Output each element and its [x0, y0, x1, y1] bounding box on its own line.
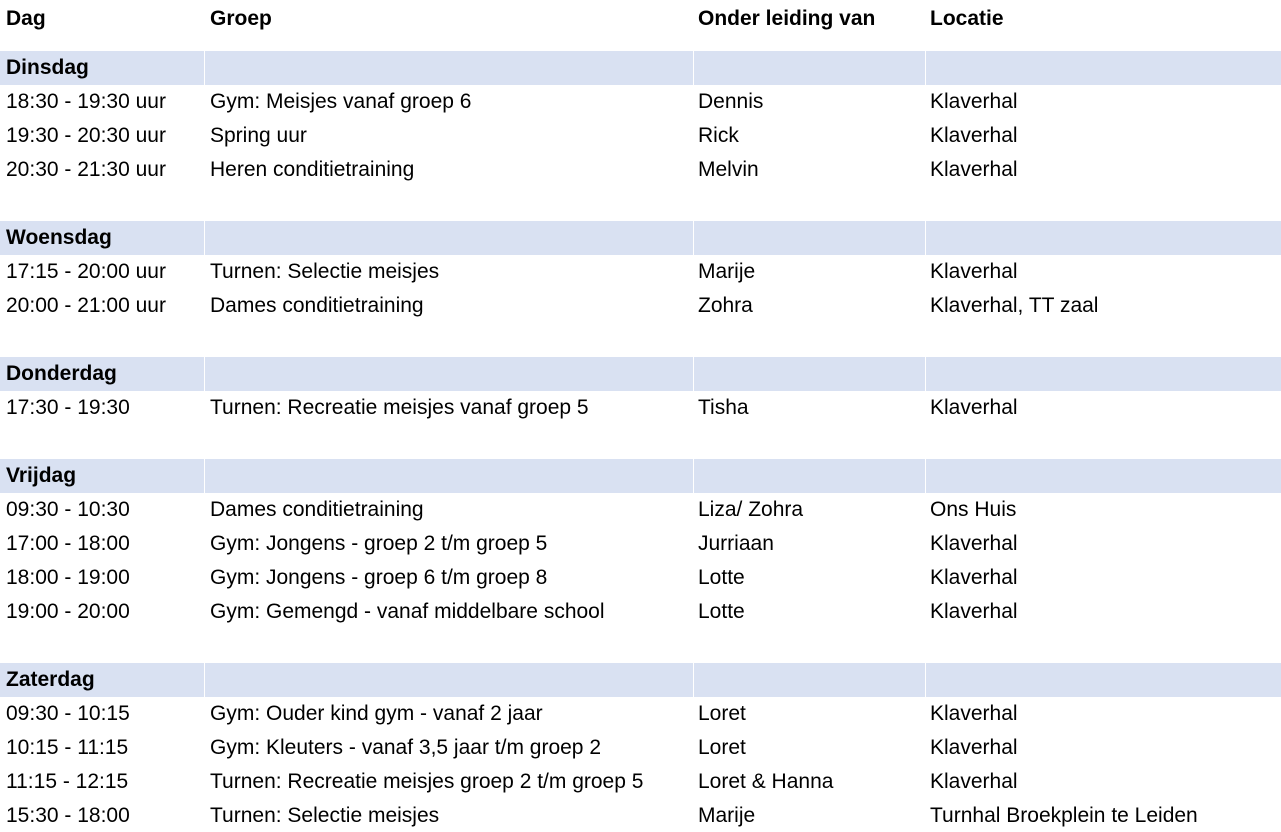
table-row [0, 85, 1281, 119]
table-row [0, 731, 1281, 765]
cell-leader: Dennis [698, 90, 764, 113]
header-groep: Groep [210, 7, 272, 30]
cell-time: 18:30 - 19:30 uur [6, 90, 166, 113]
cell-time: 18:00 - 19:00 [6, 566, 130, 589]
cell-location: Klaverhal [930, 566, 1018, 589]
cell-location: Klaverhal [930, 158, 1018, 181]
cell-leader: Liza/ Zohra [698, 498, 804, 521]
header-row [0, 2, 1281, 36]
cell-location: Turnhal Broekplein te Leiden [930, 804, 1198, 827]
cell-time: 15:30 - 18:00 [6, 804, 130, 827]
cell-leader: Loret [698, 702, 746, 725]
table-row [0, 493, 1281, 527]
cell-time: 20:30 - 21:30 uur [6, 158, 166, 181]
column-separator [204, 357, 205, 391]
cell-leader: Tisha [698, 396, 749, 419]
column-separator [925, 663, 926, 697]
column-separator [204, 51, 205, 85]
column-separator [204, 459, 205, 493]
cell-group: Gym: Ouder kind gym - vanaf 2 jaar [210, 702, 543, 725]
day-label: Dinsdag [6, 56, 89, 79]
cell-location: Klaverhal [930, 124, 1018, 147]
day-header-zaterdag [0, 663, 1281, 697]
day-label: Donderdag [6, 362, 117, 385]
table-row [0, 595, 1281, 629]
day-label: Vrijdag [6, 464, 77, 487]
table-row [0, 391, 1281, 425]
cell-location: Klaverhal [930, 770, 1018, 793]
column-separator [693, 459, 694, 493]
cell-leader: Lotte [698, 600, 745, 623]
cell-group: Gym: Jongens - groep 2 t/m groep 5 [210, 532, 548, 555]
table-row [0, 561, 1281, 595]
cell-group: Gym: Meisjes vanaf groep 6 [210, 90, 472, 113]
cell-leader: Loret [698, 736, 746, 759]
cell-leader: Melvin [698, 158, 759, 181]
cell-time: 17:15 - 20:00 uur [6, 260, 166, 283]
cell-time: 09:30 - 10:15 [6, 702, 130, 725]
table-row [0, 153, 1281, 187]
cell-leader: Rick [698, 124, 739, 147]
cell-location: Klaverhal [930, 260, 1018, 283]
cell-location: Klaverhal, TT zaal [930, 294, 1099, 317]
cell-location: Klaverhal [930, 600, 1018, 623]
table-row [0, 765, 1281, 799]
column-separator [925, 51, 926, 85]
header-dag: Dag [6, 7, 46, 30]
column-separator [925, 221, 926, 255]
cell-leader: Jurriaan [698, 532, 774, 555]
cell-group: Heren conditietraining [210, 158, 415, 181]
cell-location: Klaverhal [930, 396, 1018, 419]
table-row [0, 255, 1281, 289]
day-label: Zaterdag [6, 668, 95, 691]
cell-group: Gym: Gemengd - vanaf middelbare school [210, 600, 605, 623]
header-leiding: Onder leiding van [698, 7, 876, 30]
cell-leader: Marije [698, 260, 756, 283]
cell-group: Turnen: Recreatie meisjes vanaf groep 5 [210, 396, 589, 419]
column-separator [204, 663, 205, 697]
cell-leader: Marije [698, 804, 756, 827]
column-separator [925, 357, 926, 391]
cell-group: Turnen: Selectie meisjes [210, 804, 440, 827]
cell-time: 11:15 - 12:15 [6, 770, 129, 793]
cell-group: Dames conditietraining [210, 498, 424, 521]
cell-location: Klaverhal [930, 702, 1018, 725]
cell-group: Dames conditietraining [210, 294, 424, 317]
cell-leader: Loret & Hanna [698, 770, 834, 793]
cell-time: 10:15 - 11:15 [6, 736, 129, 759]
cell-time: 17:00 - 18:00 [6, 532, 130, 555]
cell-group: Turnen: Selectie meisjes [210, 260, 440, 283]
cell-group: Turnen: Recreatie meisjes groep 2 t/m groep 5 [210, 770, 644, 793]
table-row [0, 289, 1281, 323]
day-label: Woensdag [6, 226, 112, 249]
column-separator [693, 663, 694, 697]
cell-leader: Lotte [698, 566, 745, 589]
column-separator [693, 51, 694, 85]
table-row [0, 697, 1281, 731]
cell-time: 20:00 - 21:00 uur [6, 294, 166, 317]
cell-location: Klaverhal [930, 532, 1018, 555]
table-row [0, 799, 1281, 832]
column-separator [693, 357, 694, 391]
table-row [0, 527, 1281, 561]
cell-time: 09:30 - 10:30 [6, 498, 130, 521]
day-header-dinsdag [0, 51, 1281, 85]
cell-time: 19:00 - 20:00 [6, 600, 130, 623]
day-header-donderdag [0, 357, 1281, 391]
column-separator [693, 221, 694, 255]
column-separator [204, 221, 205, 255]
cell-group: Gym: Kleuters - vanaf 3,5 jaar t/m groep 2 [210, 736, 602, 759]
cell-group: Spring uur [210, 124, 307, 147]
table-row [0, 119, 1281, 153]
cell-group: Gym: Jongens - groep 6 t/m groep 8 [210, 566, 548, 589]
day-header-vrijdag [0, 459, 1281, 493]
cell-time: 19:30 - 20:30 uur [6, 124, 166, 147]
header-locatie: Locatie [930, 7, 1004, 30]
cell-time: 17:30 - 19:30 [6, 396, 130, 419]
cell-location: Klaverhal [930, 736, 1018, 759]
day-header-woensdag [0, 221, 1281, 255]
cell-location: Ons Huis [930, 498, 1017, 521]
cell-leader: Zohra [698, 294, 753, 317]
cell-location: Klaverhal [930, 90, 1018, 113]
column-separator [925, 459, 926, 493]
